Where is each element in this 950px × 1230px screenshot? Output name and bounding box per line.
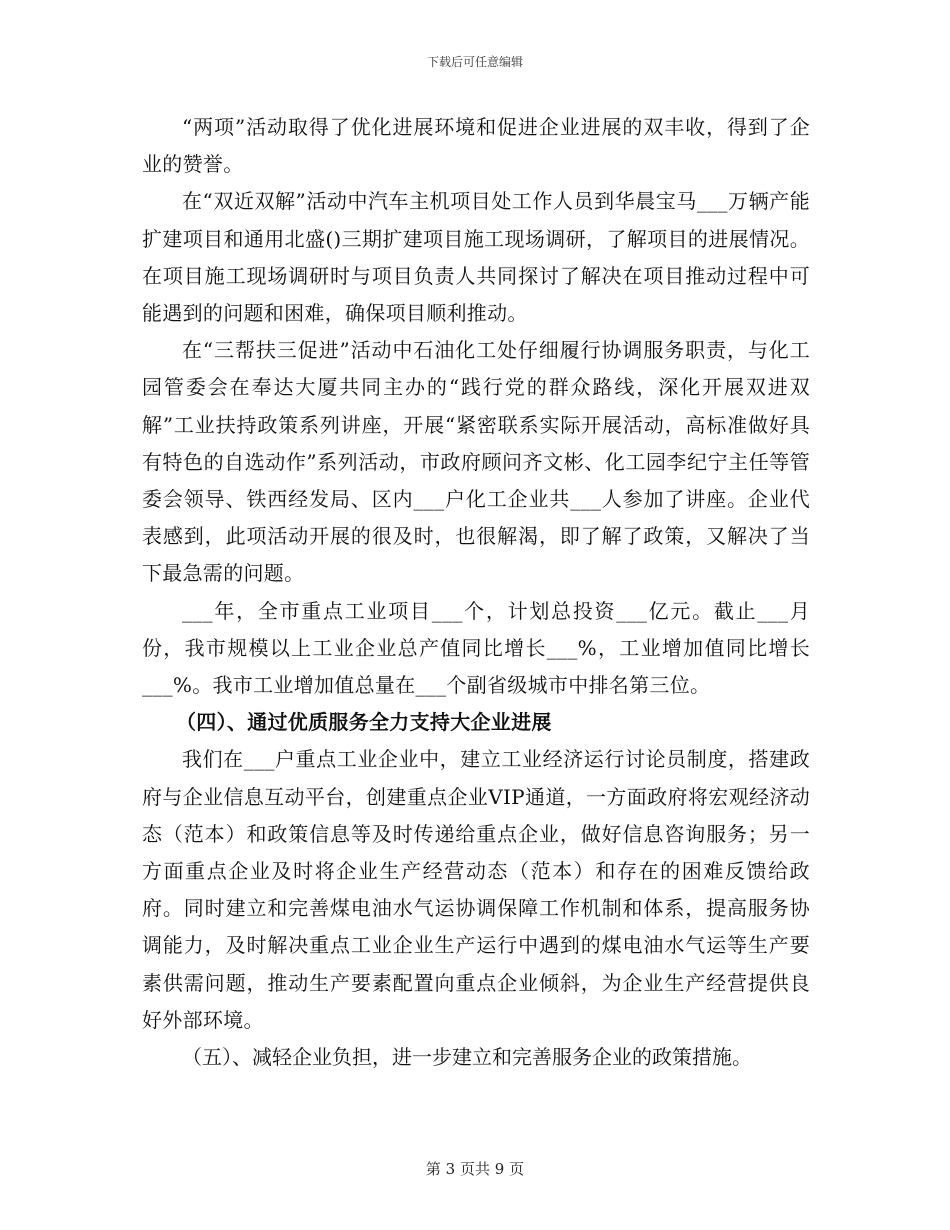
paragraph-sanbang-sancujin: 在“三帮扶三促进”活动中石油化工处仔细履行协调服务职责，与化工园管委会在奉达大厦共同主办的“践行党的群众路线，深化开展双进双解”工业扶持政策系列讲座，开展“紧密联系实际开展活动，高标准做好具有特色的自选动作”系列活动，市政府顾问齐文彬、化工园李纪宁主任等管委会领导、铁西经发局、区内___户化工企业共___人参加了讲座。企业代表感到，此项活动开展的很及时，也很解渴，即了解了政策，又解决了当下最急需的问题。 <box>142 338 810 586</box>
paragraph-shuangjin-shuangjie: 在“双近双解”活动中汽车主机项目处工作人员到华晨宝马___万辆产能扩建项目和通用北盛()三期扩建项目施工现场调研，了解项目的进展情况。在项目施工现场调研时与项目负责人共同探讨了解决在项目推动过程中可能遇到的问题和困难，确保项目顺利推动。 <box>142 189 810 326</box>
paragraph-liangxiang-results: “两项”活动取得了优化进展环境和促进企业进展的双丰收，得到了企业的赞誉。 <box>142 115 810 177</box>
section-heading-five: （五）、减轻企业负担，进一步建立和完善服务企业的政策措施。 <box>182 1045 752 1070</box>
paragraph-key-enterprise-service: 我们在___户重点工业企业中，建立工业经济运行讨论员制度，搭建政府与企业信息互动平台，创建重点企业VIP通道，一方面政府将宏观经济动态（范本）和政策信息等及时传递给重点企业，做好信息咨询服务；另一方面重点企业及时将企业生产经营动态（范本）和存在的困难反馈给政府。同时建立和完善煤电油水气运协调保障工作机制和体系，提高服务协调能力，及时解决重点工业企业生产运行中遇到的煤电油水气运等生产要素供需问题，推动生产要素配置向重点企业倾斜，为企业生产经营提供良好外部环境。 <box>142 747 810 1032</box>
page-number: 第 3 页共 9 页 <box>425 1160 525 1178</box>
section-heading-four: （四）、通过优质服务全力支持大企业进展 <box>176 710 552 735</box>
paragraph-industrial-statistics: ___年，全市重点工业项目___个，计划总投资___亿元。截止___月份，我市规模以上工业企业总产值同比增长___%，工业增加值同比增长___%。我市工业增加值总量在___个副省级城市中排名第三位。 <box>142 598 810 698</box>
document-body <box>142 109 810 1076</box>
page-header-note: 下载后可任意编辑 <box>426 55 523 69</box>
